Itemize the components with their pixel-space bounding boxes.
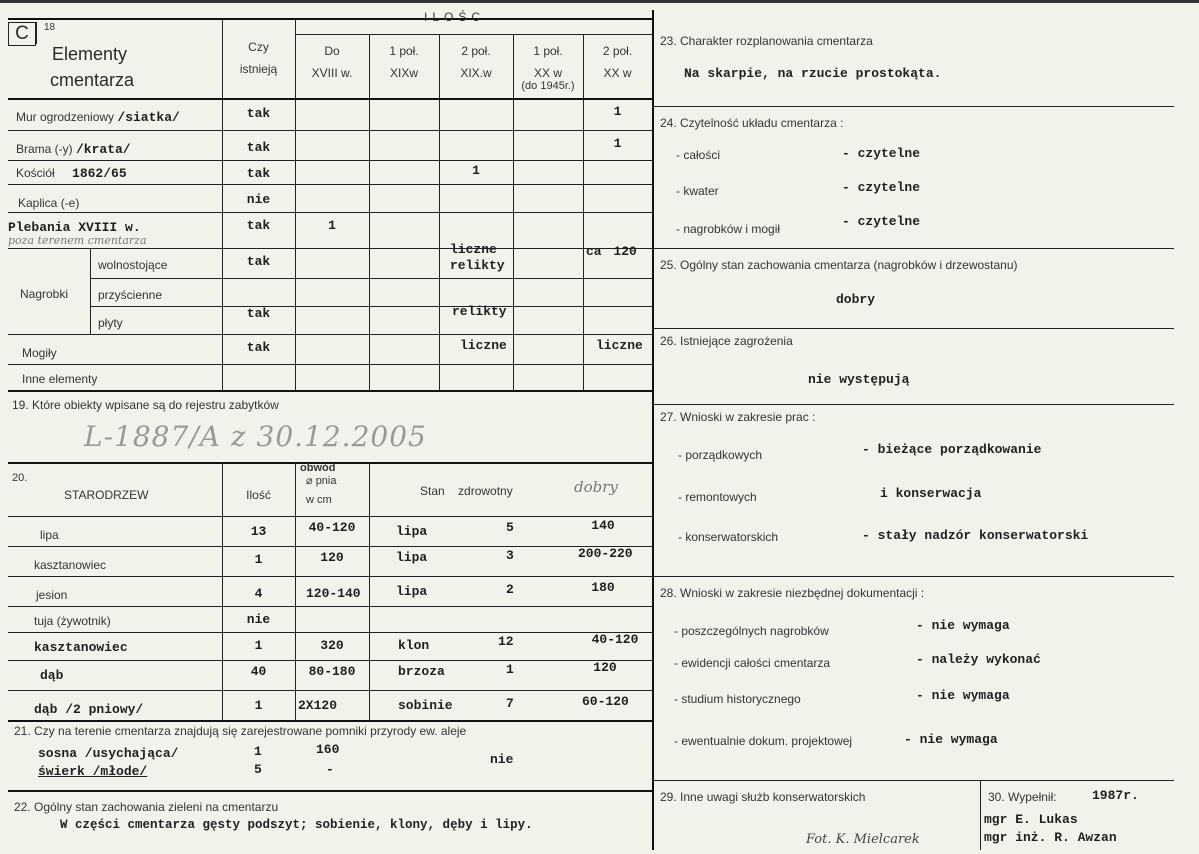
row-label-mur: Mur ogrodzeniowy /siatka/ [16, 110, 180, 125]
p2xx-brama: 1 [613, 136, 622, 151]
s20-row-qty: 40 [250, 664, 267, 679]
s27-item-label: - remontowych [678, 490, 757, 504]
s20-row-girth: 40-120 [308, 520, 356, 535]
scan-edge [0, 0, 1199, 3]
s22-label: 22. Ogólny stan zachowania zieleni na cmentarzu [14, 800, 279, 814]
s20-row-species: sobinie [398, 698, 453, 713]
s20-row-qty: 1 [254, 698, 263, 713]
s25-value: dobry [836, 292, 876, 307]
s20-row-qty: 1 [254, 552, 263, 567]
p2xix-kosciol: 1 [472, 163, 480, 178]
s21-item-name: sosna /usychająca/ [38, 746, 179, 761]
s27-item-label: - konserwatorskich [678, 530, 779, 544]
card-title-2: cmentarza [50, 70, 135, 90]
s27-item-label: - porządkowych [678, 448, 763, 462]
s28-item-label: - ewidencji całości cmentarza [674, 656, 831, 670]
s21-label: 21. Czy na terenie cmentarza znajdują się zarejestrowane pomniki przyrody ew. aleje [14, 724, 467, 738]
s20-row-girth: 80-180 [308, 664, 356, 679]
s24-item-value: - czytelne [842, 214, 921, 229]
ilosc-header: ILOŚC [424, 10, 486, 24]
s20-row-girth: 120 [320, 550, 344, 565]
period-header-1xix: 1 poł. XIXw [389, 44, 419, 80]
xviii-plebania: 1 [328, 218, 336, 233]
s28-item-value: - nie wymaga [916, 688, 1010, 703]
s21-item-qty: 1 [254, 744, 262, 759]
s20-row-qty: 13 [250, 524, 267, 539]
s20-row-girth: 2X120 [298, 698, 338, 713]
s20-row-count: 3 [506, 548, 514, 563]
s20-col-girth: obwód ⌀ pnia w cm [300, 462, 337, 506]
s28-item-label: - studium historycznego [674, 692, 801, 706]
s20-num: 20. [12, 472, 28, 484]
s24-item-label: - nagrobków i mogił [676, 222, 781, 236]
row-label-inne: Inne elementy [22, 372, 98, 386]
s21-item-name: świerk /młode/ [38, 764, 148, 779]
s20-row-name: dąb /2 pniowy/ [34, 702, 144, 717]
s24-item-value: - czytelne [842, 180, 921, 195]
s20-row-name: jesion [36, 588, 68, 602]
s29-label: 29. Inne uwagi służb konserwatorskich [660, 790, 866, 804]
s20-row-girth: 320 [320, 638, 344, 653]
s28-label: 28. Wnioski w zakresie niezbędnej dokumentacji : [660, 586, 925, 600]
s23-value: Na skarpie, na rzucie prostokąta. [684, 66, 942, 81]
s26-value: nie występują [808, 372, 910, 387]
exists-plebania: tak [246, 218, 271, 233]
s20-row-girth: 120-140 [306, 586, 361, 601]
s20-row-name: dąb [40, 668, 64, 683]
period-header-1xx: 1 poł. XX w (do 1945r.) [521, 44, 575, 92]
s21-item-girth: - [326, 762, 334, 777]
s20-row-name: kasztanowiec [34, 640, 128, 655]
s30-year: 1987r. [1092, 788, 1139, 803]
s23-label: 23. Charakter rozplanowania cmentarza [660, 34, 873, 48]
card-title-1: Elementy [52, 44, 128, 64]
exists-plyty: tak [246, 306, 271, 321]
period-header-2xx: 2 poł. XX w [602, 44, 633, 80]
s28-item-label: - poszczególnych nagrobków [674, 624, 829, 638]
period-header-2xix: 2 poł. XIX.w [460, 44, 492, 80]
p2xx-mogily: liczne [596, 338, 643, 353]
s27-item-value: i konserwacja [880, 486, 982, 501]
s20-row-g: 140 [591, 518, 615, 533]
exists-wolnostojace: tak [246, 254, 271, 269]
s30-label: 30. Wypełnił: [988, 790, 1057, 804]
s20-row-name: kasztanowiec [34, 558, 107, 572]
s20-row-species: brzoza [398, 664, 445, 679]
nagrobki-plyty: płyty [98, 316, 123, 330]
row-label-mogily: Mogiły [22, 346, 57, 360]
s20-row-count: 2 [506, 582, 514, 597]
s28-item-value: - nie wymaga [904, 732, 998, 747]
s20-row-count: 5 [506, 520, 514, 535]
row-label-brama: Brama (-y) /krata/ [16, 142, 131, 157]
p2xx-wolnostojace: ca 120 [586, 244, 637, 259]
exists-mogily: tak [246, 340, 271, 355]
s27-item-value: - bieżące porządkowanie [862, 442, 1042, 457]
s24-item-label: - całości [676, 148, 721, 162]
row-label-plebania: Plebania XVIII w. [8, 220, 141, 235]
card-letter-box: C [8, 22, 36, 46]
s30-name: mgr E. Lukas [984, 812, 1078, 827]
s20-row-count: 1 [506, 662, 514, 677]
s27-label: 27. Wnioski w zakresie prac : [660, 410, 816, 424]
s24-label: 24. Czytelność układu cmentarza : [660, 116, 844, 130]
s20-row-species: lipa [396, 524, 428, 539]
s19-label: 19. Które obiekty wpisane są do rejestru zabytków [12, 398, 279, 412]
s21-item-qty: 5 [254, 762, 262, 777]
s20-row-name: lipa [40, 528, 59, 542]
s20-row-species: lipa [396, 550, 428, 565]
s24-item-value: - czytelne [842, 146, 921, 161]
s21-item-girth: 160 [316, 742, 340, 757]
col-exists-header: Czy istnieją [239, 40, 278, 76]
period-header-xviii: Do XVIII w. [311, 44, 353, 80]
s24-item-label: - kwater [676, 184, 719, 198]
s25-label: 25. Ogólny stan zachowania cmentarza (nagrobków i drzewostanu) [660, 258, 1018, 272]
p2xx-mur: 1 [613, 104, 622, 119]
s19-value: L-1887/A z 30.12.2005 [84, 420, 427, 453]
s20-row-species: klon [398, 638, 430, 653]
s20-row-name: tuja (żywotnik) [34, 614, 111, 628]
s20-row-count: 12 [498, 634, 514, 649]
s21-answer: nie [490, 752, 514, 767]
s20-row-qty: 1 [254, 638, 263, 653]
s20-label: STARODRZEW [64, 488, 149, 502]
s27-item-value: - stały nadzór konserwatorski [862, 528, 1089, 543]
p2xix-mogily: liczne [460, 338, 507, 353]
p2xix-plyty: relikty [452, 304, 507, 319]
photographer-signature: Fot. K. Mielcarek [806, 832, 920, 847]
s20-row-count: 7 [506, 696, 514, 711]
exists-kaplica: nie [246, 192, 271, 207]
nagrobki-przyscienne: przyścienne [98, 288, 163, 302]
s20-row-qty: 4 [254, 586, 263, 601]
s20-col-qty: Ilość [246, 488, 271, 502]
s20-row-g: 120 [593, 660, 617, 675]
s20-row-g: 40-120 [591, 632, 639, 647]
row-note-plebania: poza terenem cmentarza [8, 234, 147, 247]
s20-row-g: 180 [591, 580, 615, 595]
exists-brama: tak [246, 140, 271, 155]
s26-label: 26. Istniejące zagrożenia [660, 334, 793, 348]
row-label-kaplica: Kaplica (-e) [18, 196, 80, 210]
card-number: 18 [44, 22, 56, 33]
s28-item-label: - ewentualnie dokum. projektowej [674, 734, 853, 748]
s20-col-health: Stan zdrowotny [420, 484, 513, 498]
nagrobki-label: Nagrobki [20, 287, 69, 301]
exists-kosciol: tak [246, 166, 271, 181]
s28-item-value: - nie wymaga [916, 618, 1010, 633]
exists-mur: tak [246, 106, 271, 121]
nagrobki-wolnostojace: wolnostojące [98, 258, 168, 272]
s20-row-g: 200-220 [578, 546, 633, 561]
s30-name: mgr inż. R. Awzan [984, 830, 1117, 845]
row-label-kosciol: Kościół 1862/65 [16, 166, 127, 181]
s20-health-value: dobry [574, 478, 618, 496]
s28-item-value: - należy wykonać [916, 652, 1041, 667]
p2xix-wolnostojace: liczne relikty [450, 242, 505, 273]
s22-value: W części cmentarza gęsty podszyt; sobienie, klony, dęby i lipy. [60, 818, 533, 832]
s20-row-species: lipa [396, 584, 428, 599]
s20-row-qty: nie [246, 612, 271, 627]
s20-row-g: 60-120 [582, 694, 629, 709]
